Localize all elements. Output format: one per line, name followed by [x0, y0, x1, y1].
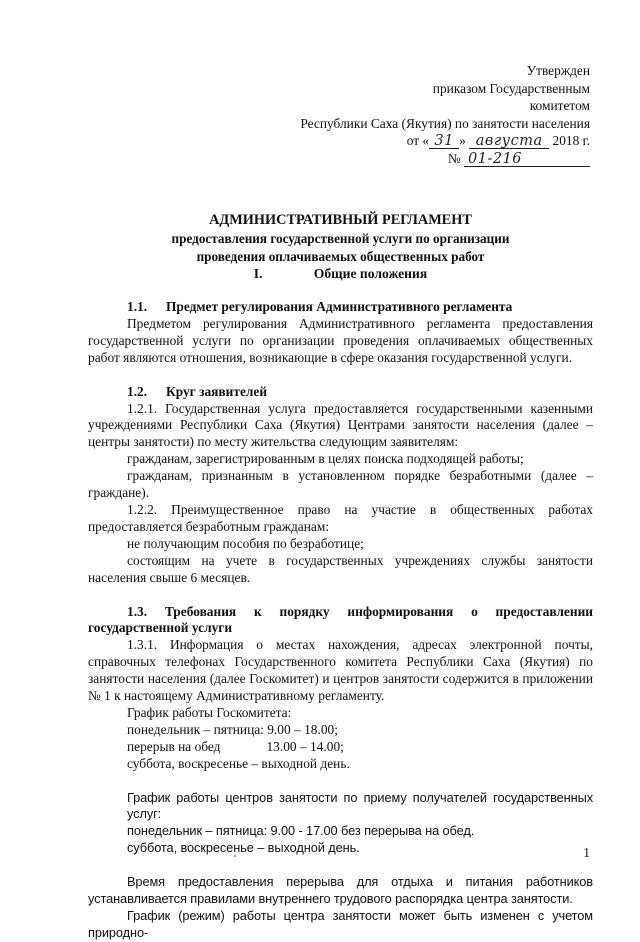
paragraph: Время предоставления перерыва для отдыха и питания работников устанавливается правилами внутреннего трудового распорядка центра занятости.	[88, 874, 593, 907]
approval-stamp	[300, 62, 590, 168]
title-sub: проведения оплачиваемых общественных работ	[196, 248, 485, 264]
scan-speck	[234, 855, 236, 857]
centers-schedule-title: График работы центров занятости по приему получателей государственных услуг:	[127, 789, 593, 822]
document-title	[88, 212, 593, 265]
subsection-heading	[88, 299, 593, 316]
paragraph: состоящим на учете в государственных учреждениях службы занятости населения свыше 6 месяцев.	[88, 552, 593, 585]
number-prefix: №	[447, 150, 461, 166]
subsection-title: Круг заявителей	[166, 383, 268, 399]
paragraph: 1.2.2. Преимущественное право на участие в общественных работах предоставляется безработным гражданам:	[88, 501, 593, 534]
date-prefix: от «	[406, 133, 430, 149]
approval-number	[300, 150, 590, 168]
paragraph: не получающим пособия по безработице;	[127, 535, 364, 551]
subsection-heading: 1.3. Требования к порядку информирования о предоставлении	[127, 603, 593, 619]
subsection-number: 1.1.	[127, 299, 148, 314]
page-number: 1	[583, 845, 590, 860]
paragraph: Предметом регулирования Административного регламента предоставления государственной услуги по организации проведения оплачиваемых общественных работ являются отношения, возникающие в сфере оказания государственной услуги.	[88, 315, 593, 365]
date-year: 2018 г.	[552, 133, 590, 149]
handwritten-month: августа	[469, 134, 549, 149]
lunch-time: 13.00 – 14.00;	[266, 738, 344, 754]
title-main: АДМИНИСТРАТИВНЫЙ РЕГЛАМЕНТ	[209, 212, 472, 228]
approval-line: Республики Саха (Якутия) по занятости населения	[300, 115, 590, 131]
section-heading	[88, 266, 593, 282]
document-body	[88, 299, 593, 942]
paragraph: 1.2.1. Государственная услуга предоставляется государственными казенными учреждениями Республики Саха (Якутия) Центрами занятости населения (далее – центры занятости) по месту жительства следующим заявителям:	[88, 400, 593, 450]
section-number: I.	[253, 266, 263, 281]
subsection-number: 1.2.	[127, 383, 148, 399]
paragraph: гражданам, признанным в установленном порядке безработными (далее – граждане).	[88, 468, 593, 501]
approval-date	[300, 132, 590, 150]
title-sub: предоставления государственной услуги по организации	[171, 230, 510, 246]
schedule-line: суббота, воскресенье – выходной день.	[127, 755, 350, 771]
paragraph: 1.3.1. Информация о местах нахождения, адресах электронной почты, справочных телефонах Государственного комитета Республики Саха (Якутия) по занятости населения (далее Госкомитет) и центров занятости содержится в приложении № 1 к настоящему Административному регламенту.	[88, 637, 593, 704]
handwritten-number: 01-216	[464, 152, 590, 167]
approval-line: приказом Государственным	[432, 80, 590, 96]
subsection-title: Предмет регулирования Административного регламента	[166, 299, 513, 314]
approval-line: комитетом	[529, 98, 590, 114]
date-mid: »	[459, 133, 466, 149]
subsection-heading-cont: государственной услуги	[88, 620, 233, 636]
handwritten-day: 31	[429, 134, 459, 149]
centers-schedule-line: суббота, воскресенье – выходной день.	[127, 840, 360, 856]
section-title: Общие положения	[313, 266, 428, 281]
subsection-heading	[88, 384, 593, 401]
paragraph: гражданам, зарегистрированным в целях поиска подходящей работы;	[127, 451, 524, 467]
paragraph: График (режим) работы центра занятости может быть изменен с учетом природно-	[88, 908, 593, 940]
approval-line: Утвержден	[526, 63, 590, 78]
schedule-line	[88, 739, 593, 756]
centers-schedule-line: понедельник – пятница: 9.00 - 17.00 без перерыва на обед.	[127, 823, 475, 839]
lunch-label: перерыв на обед	[127, 738, 221, 754]
schedule-title: График работы Госкомитета:	[127, 704, 292, 720]
schedule-line: понедельник – пятница: 9.00 – 18.00;	[127, 721, 338, 737]
